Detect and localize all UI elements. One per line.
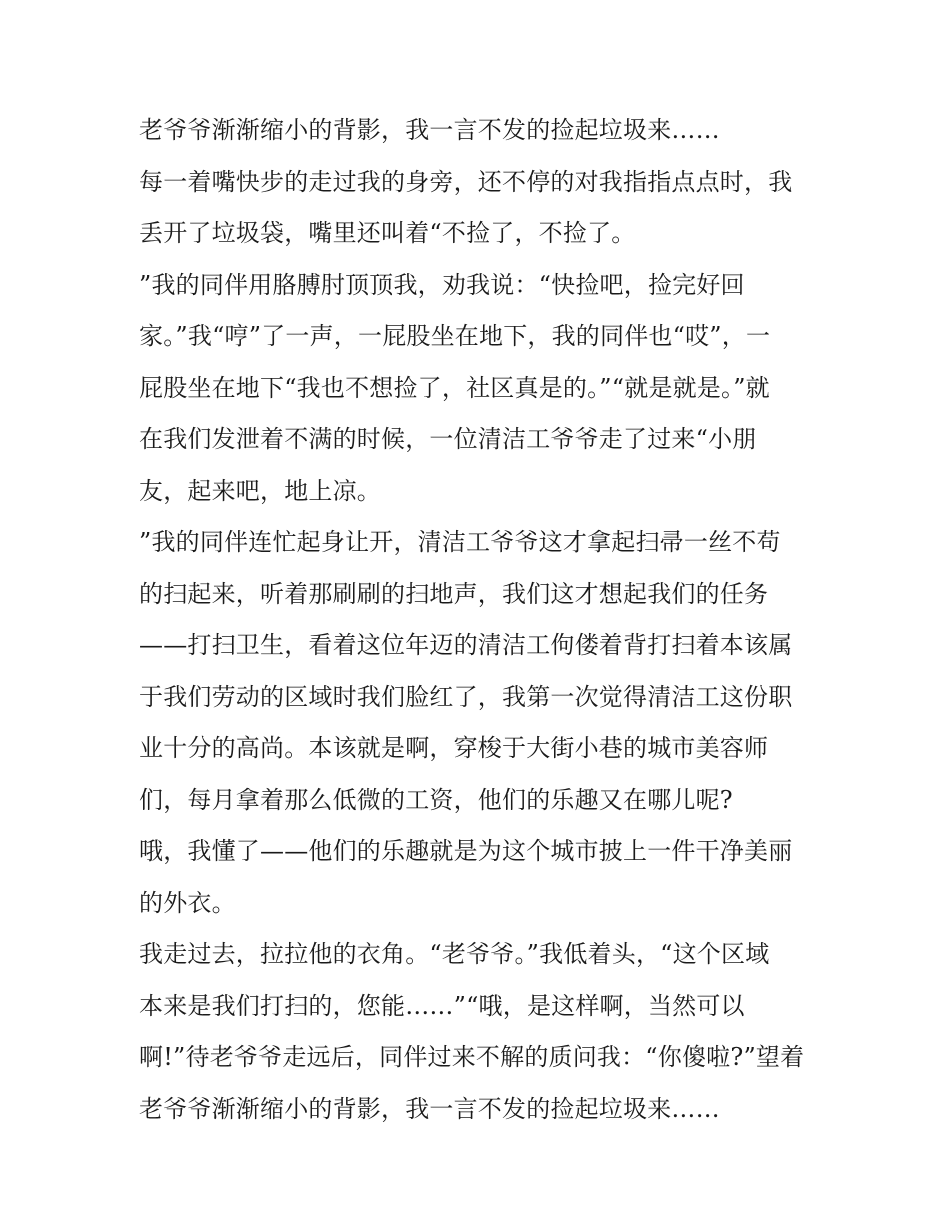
- text-line: 的外衣。: [139, 888, 236, 917]
- body-text: [139, 108, 819, 1138]
- text-line: 们，每月拿着那么低微的工资，他们的乐趣又在哪儿呢?: [139, 785, 733, 814]
- text-line: 屁股坐在地下“我也不想捡了，社区真是的。”“就是就是。”就: [139, 373, 770, 402]
- text-line: ”我的同伴用胳膊肘顶顶我，劝我说：“快捡吧，捡完好回: [139, 270, 745, 299]
- text-line: ——打扫卫生，看着这位年迈的清洁工佝偻着背打扫着本该属: [139, 631, 793, 659]
- text-line: 在我们发泄着不满的时候，一位清洁工爷爷走了过来“小朋: [139, 425, 757, 453]
- text-line: 每一着嘴快步的走过我的身旁，还不停的对我指指点点时，我: [139, 167, 793, 196]
- text-line: 业十分的高尚。本该就是啊，穿梭于大街小巷的城市美容师: [139, 734, 769, 762]
- text-line: 丢开了垃圾袋，嘴里还叫着“不捡了，不捡了。: [139, 219, 636, 247]
- text-line: 于我们劳动的区域时我们脸红了，我第一次觉得清洁工这份职: [139, 682, 793, 711]
- text-line: 哦，我懂了——他们的乐趣就是为这个城市披上一件干净美丽: [139, 837, 793, 865]
- text-line: 我走过去，拉拉他的衣角。“老爷爷。”我低着头，“这个区域: [139, 940, 770, 968]
- text-line: 友，起来吧，地上凉。: [139, 476, 381, 505]
- text-line: 老爷爷渐渐缩小的背影，我一言不发的捡起垃圾来……: [139, 116, 720, 144]
- text-line: 啊!”待老爷爷走远后，同伴过来不解的质问我：“你傻啦?”望着: [139, 1043, 805, 1071]
- text-line: 家。”我“哼”了一声，一屁股坐在地下，我的同伴也“哎”，一: [139, 322, 771, 350]
- text-line: 本来是我们打扫的，您能……”“哦，是这样啊，当然可以: [139, 991, 745, 1020]
- text-line: ”我的同伴连忙起身让开，清洁工爷爷这才拿起扫帚一丝不苟: [139, 528, 781, 556]
- text-line: 的扫起来，听着那刷刷的扫地声，我们这才想起我们的任务: [139, 579, 769, 608]
- text-line: 老爷爷渐渐缩小的背影，我一言不发的捡起垃圾来……: [139, 1094, 720, 1123]
